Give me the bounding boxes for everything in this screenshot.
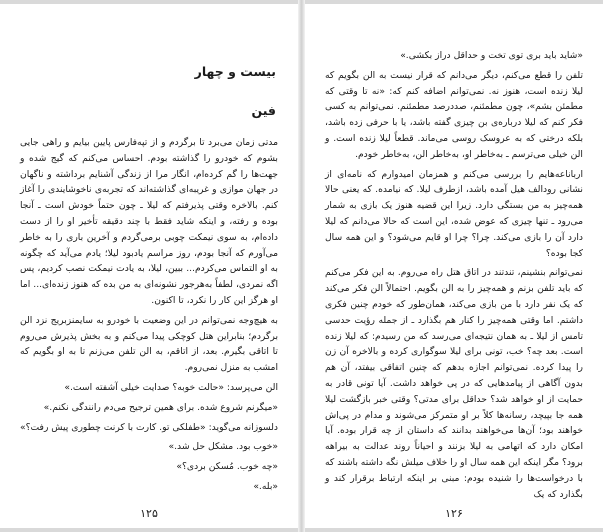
- page-number: ۱۲۵: [140, 507, 158, 520]
- chapter-title: بیست و چهار: [194, 64, 276, 79]
- paragraph: به هیچ‌وجه نمی‌توانم در این وضعیت با خودرو به سایمنزبریج نزد الن برگردم؛ بنابراین هتل کوچکی پیدا می‌کنم و به بخش پذیرش می‌روم تا اتاقی بگیرم. بعد، از اتاقم، به الن تلفن می‌زنم تا به او بگویم که امشب به منزل نمی‌روم.: [20, 314, 278, 374]
- paragraph: مدتی زمان می‌برد تا برگردم و از تپه‌فارس پایین بیایم و راهی جایی بشوم که خودرو را گذاشته بودم. احساس می‌کنم که گیج شده و جهت‌ها را گم کرده‌ام، انگار مرا از زندگی آشنایم برداشته و ناگهان در جهان موازی و غریبه‌ای گذاشته‌اند که تجربه‌ی ناخوشایندی را آغاز کنم. بالاخره وقتی پذیرفتم که لیلا ـ چون حتماً خودش است ـ آنجا بوده و رفته، و اینکه شاید فقط با چند دقیقه تأخیر او را از دست داده‌ام، به سوی نیمکت چوبی برمی‌گردم و آخرین باری را به خاطر می‌آورم که آنجا بودم، روز مراسم یادبود لیلا؛ یادم می‌آید که چگونه به او التماس می‌کردم... ببین، لیلا، به یادت نیمکت نصب کردیم، پس اگه نمردی، لطفاً به‌هرجور نشونه‌ای به من بده که هنوز زنده‌ای... اما او هرگز این کار را نکرد، تا اکنون.: [20, 137, 278, 306]
- paragraph: «خوب بود. مشکل حل شد.»: [168, 441, 278, 453]
- left-page: [0, 4, 298, 528]
- book-gutter: [298, 0, 305, 532]
- paragraph: «چه خوب. مُسکن بردی؟»: [176, 461, 278, 473]
- paragraph: دلسوزانه می‌گوید: «طفلکی تو. کارت با کرنت چطوری پیش رفت؟»: [20, 421, 278, 433]
- paragraph: ارباناعه‌هایم را بررسی می‌کنم و همزمان امیدوارم که نامه‌ای از نشانی رودالف هیل آمده باشد، ازطرف لیلا. که نیامده. که یعنی حالا همه‌چیز به من بستگی دارد. زیرا این قضیه هنوز یک بازی به شمار می‌رود ـ تنها چیزی که عوض شده، این است که حالا می‌دانم که لیلا دارد آن را بازی می‌کند. چرا؟ چرا او قایم می‌شود؟ و این همه سال کجا بوده؟: [325, 168, 583, 259]
- section-title: فین: [251, 103, 276, 118]
- paragraph: تلفن را قطع می‌کنم، دیگر می‌دانم که قرار نیست به الن بگویم که لیلا زنده است، هنوز نه. نمی‌توانم اضافه کنم که: «نه تا وقتی که مطمئن بشم»، چون مطمئنم، صددرصد مطمئنم. نمی‌توانم به کسی فکر کنم که لیلا درباره‌ی بن چیزی گفته باشد، یا با حرفی زده باشد، بلکه درختی که به عروسک روسی می‌ماند. قطعاً لیلا زنده است. و الن خیلی می‌ترسم ـ به‌خاطر او، به‌خاطر الن، به‌خاطر خودم.: [325, 69, 583, 160]
- paragraph: «میگرنم شروع شده. برای همین ترجیح می‌دم رانندگی نکنم.»: [43, 401, 278, 413]
- page-number: ۱۲۶: [445, 507, 463, 520]
- paragraph: «بله.»: [253, 480, 278, 492]
- right-page-text: [325, 48, 583, 506]
- right-page: [305, 4, 603, 528]
- paragraph: «شاید باید بری توی تخت و حداقل دراز بکشی.»: [400, 50, 583, 61]
- paragraph: نمی‌توانم بنشینم، تندتند در اتاق هتل راه می‌روم. به این فکر می‌کنم که باید تلفن بزنم و همه‌چیز را به الن بگویم. احتمالاً الن فکر می‌کند که یک نفر دارد با من بازی می‌کند، همان‌طور که خودم چنین فکری داشتم. اما وقتی همه‌چیز را کنار هم بگذارد ـ از جمله رؤیت حدسی تامس از لیلا ـ به همان نتیجه‌ای می‌رسد که من رسیدم: که لیلا زنده است. بعد چه؟ خب، تونی برای لیلا سوگواری کرده و بالاخره آن زن را پیدا کرده. نمی‌توانم اجازه بدهم که چنین اتفاقی بیفتد، آن هم بدون آگاهی از پیامدهایی که در پی خواهد داشت. آیا تونی قادر به حمایت از او خواهد شد؟ حداقل برای مدتی؟ وقتی خبر بازگشت لیلا همه جا بپیچد، رسانه‌ها کلاً بر او متمرکز می‌شوند و مدام در پی‌اش خواهند بود؛ آن‌ها می‌خواهند بدانند که داستان از چه قرار بوده. آیا امکان دارد که اتهامی به لیلا بزنند و احیاناً روند عدالت به بیراهه برود؟ مگر اینکه این همه سال او را خلاف میلش نگه داشته باشند که با درخواست‌ها را شنیده بودم: مبنی بر اینکه ارتباط برقرار کند و بگذارد که یک: [325, 267, 583, 500]
- left-page-text: [20, 135, 278, 499]
- paragraph: الن می‌پرسد: «حالت خوبه؟ صدایت خیلی آشفته است.»: [64, 381, 278, 393]
